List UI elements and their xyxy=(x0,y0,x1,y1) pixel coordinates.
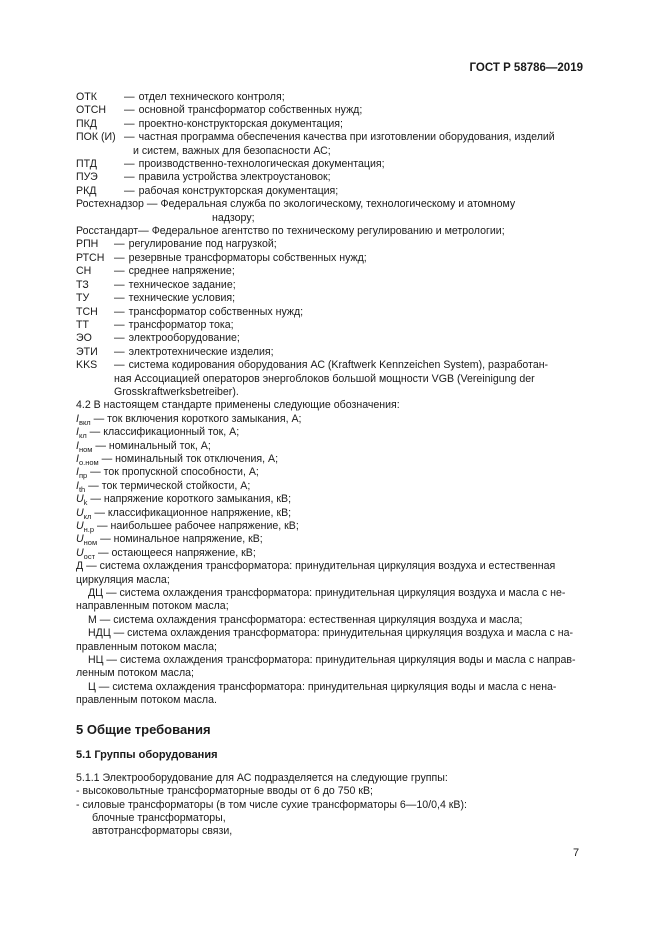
symbol-desc: — ток включения короткого замыкания, А; xyxy=(93,412,302,425)
abbr-term: ЭТИ xyxy=(76,345,98,358)
abbr-row: ПУЭ — правила устройства электроустановок; xyxy=(76,171,331,184)
symbol-row xyxy=(76,453,582,466)
symbol-desc: — номинальный ток, А; xyxy=(95,439,211,452)
cooling-line-cont: правленным потоком масла. xyxy=(76,694,217,707)
symbol-subscript: ном xyxy=(83,538,98,548)
cooling-line: Ц — система охлаждения трансформатора: принудительная циркуляция воды и масла с нена- xyxy=(88,680,557,693)
abbr-row: ЭТИ — электротехнические изделия; xyxy=(76,345,274,358)
abbr-term: ПТД xyxy=(76,158,97,171)
abbr-term: РПН xyxy=(76,238,99,251)
symbol-variable: U xyxy=(76,493,84,506)
abbr-term: ПКД xyxy=(76,117,97,130)
list-item: - силовые трансформаторы (в том числе сухие трансформаторы 6—10/0,4 кВ): xyxy=(76,798,467,811)
cooling-line: М — система охлаждения трансформатора: естественная циркуляция воздуха и масла; xyxy=(88,613,523,626)
symbol-subscript: ост xyxy=(83,551,96,561)
abbr-row: ТТ — трансформатор тока; xyxy=(76,318,234,331)
abbr-desc: проектно-конструкторская документация; xyxy=(138,117,343,130)
cooling-line: Д — система охлаждения трансформатора: принудительная циркуляция воздуха и естественная xyxy=(76,560,556,573)
symbol-row xyxy=(76,507,582,520)
symbol-subscript: вкл xyxy=(78,417,91,427)
cooling-line: НДЦ — система охлаждения трансформатора: принудительная циркуляция воздуха и масла с на- xyxy=(88,627,574,640)
symbol-row xyxy=(76,493,582,506)
symbols-intro: 4.2 В настоящем стандарте применены следующие обозначения: xyxy=(76,399,400,412)
abbr-desc: основной трансформатор собственных нужд; xyxy=(138,104,363,117)
symbol-row xyxy=(76,547,582,560)
symbol-subscript: о.ном xyxy=(78,457,99,467)
symbol-variable: I xyxy=(76,466,79,479)
symbol-row xyxy=(76,533,582,546)
abbr-desc: электротехнические изделия; xyxy=(128,345,274,358)
equipment-subgroups-list xyxy=(76,812,582,839)
abbr-row: РКД — рабочая конструкторская документация; xyxy=(76,184,339,197)
abbr-term: СН xyxy=(76,265,92,278)
symbol-variable: U xyxy=(76,520,84,532)
abbr-term: ПОК (И) xyxy=(76,131,116,144)
abbr-row: ТСН — трансформатор собственных нужд; xyxy=(76,305,304,318)
abbr-term: Росстандарт xyxy=(76,225,139,238)
abbr-term: ОТК xyxy=(76,91,97,103)
symbol-variable: I xyxy=(76,479,79,492)
symbol-desc: — ток пропускной способности, А; xyxy=(90,466,259,479)
abbr-desc: техническое задание; xyxy=(128,278,236,291)
cooling-system-item xyxy=(76,654,582,681)
symbol-row xyxy=(76,480,582,493)
abbr-row: РПН — регулирование под нагрузкой; xyxy=(76,238,277,251)
cooling-line-cont: правленным потоком масла; xyxy=(76,640,217,653)
abbr-desc: Федеральная служба по экологическому, технологическому и атомному xyxy=(160,198,516,211)
equipment-groups-list xyxy=(76,785,582,812)
symbol-subscript: ном xyxy=(78,444,93,454)
cooling-line: ДЦ — система охлаждения трансформатора: принудительная циркуляция воздуха и масла с не- xyxy=(88,587,566,600)
symbol-row xyxy=(76,520,582,533)
cooling-systems-list xyxy=(76,560,582,707)
abbr-desc: отдел технического контроля; xyxy=(138,91,285,103)
abbr-term: ПУЭ xyxy=(76,171,98,184)
abbr-row: ОТСН — основной трансформатор собственных нужд; xyxy=(76,104,363,117)
abbr-term: РКД xyxy=(76,184,97,197)
abbr-desc: частная программа обеспечения качества при изготовлении оборудования, изделий xyxy=(138,131,555,144)
abbr-desc: трансформатор собственных нужд; xyxy=(128,305,304,318)
symbol-row xyxy=(76,413,582,426)
abbr-desc-cont: Grosskraftwerksbetreiber). xyxy=(114,385,239,398)
cooling-system-item xyxy=(76,560,582,587)
symbol-subscript: кл xyxy=(83,511,92,521)
cooling-line-cont: направленным потоком масла; xyxy=(76,600,229,613)
abbr-term: ЭО xyxy=(76,332,92,345)
symbol-desc: — номинальное напряжение, кВ; xyxy=(100,533,263,546)
abbr-desc-cont: надзору; xyxy=(212,211,255,224)
symbol-variable: U xyxy=(76,546,84,559)
abbr-desc: производственно-технологическая документация; xyxy=(138,158,385,171)
abbreviations-list-a xyxy=(76,91,582,198)
abbr-rostekhnadzor: Ростехнадзор — Федеральная служба по экологическому, технологическому и атомному надзору; xyxy=(76,198,582,225)
cooling-line: НЦ — система охлаждения трансформатора: принудительная циркуляция воды и масла с направ- xyxy=(88,654,576,667)
section-title: 5 Общие требования xyxy=(76,721,211,737)
cooling-system-item xyxy=(76,627,582,654)
symbol-variable: U xyxy=(76,533,84,546)
document-standard-header: ГОСТ Р 58786—2019 xyxy=(469,62,583,74)
cooling-line-cont: циркуляция масла; xyxy=(76,573,170,586)
symbol-desc: — ток термической стойкости, А; xyxy=(88,479,251,492)
abbr-row: СН — среднее напряжение; xyxy=(76,265,235,278)
abbr-row: ПКД — проектно-конструкторская документация; xyxy=(76,117,343,130)
abbr-term: ТЗ xyxy=(76,278,89,291)
abbreviations-list-b xyxy=(76,238,582,359)
symbol-variable: I xyxy=(76,452,79,465)
abbr-row: ОТК — отдел технического контроля; xyxy=(76,91,285,103)
symbol-subscript: th xyxy=(78,484,86,494)
abbr-term: РТСН xyxy=(76,251,105,264)
abbr-desc: технические условия; xyxy=(128,292,236,305)
symbol-subscript: н.р xyxy=(83,525,95,534)
abbr-row: ПОК (И) — частная программа обеспечения качества при изготовлении оборудования, изделий и систем, важных для безопасности АС; xyxy=(76,131,555,157)
abbr-row: ПТД — производственно-технологическая документация; xyxy=(76,158,385,171)
cooling-line-cont: ленным потоком масла; xyxy=(76,667,194,680)
symbol-desc: — наибольшее рабочее напряжение, кВ; xyxy=(97,520,299,532)
abbr-desc: регулирование под нагрузкой; xyxy=(128,238,277,251)
section-paragraph: 5.1.1 Электрооборудование для АС подразделяется на следующие группы: xyxy=(76,771,448,784)
symbol-variable: I xyxy=(76,439,79,452)
symbol-desc: — классификационный ток, А; xyxy=(89,426,240,439)
page-content xyxy=(76,91,582,839)
abbr-desc-cont: и систем, важных для безопасности АС; xyxy=(133,144,331,157)
symbol-variable: I xyxy=(76,412,79,425)
abbr-rosstandart: Росстандарт— Федеральное агентство по техническому регулированию и метрологии; xyxy=(76,225,505,238)
abbr-row: ЭО — электрооборудование; xyxy=(76,332,240,345)
cooling-system-item xyxy=(76,681,582,708)
abbr-desc: правила устройства электроустановок; xyxy=(138,171,331,184)
abbr-desc-cont: ная Ассоциацией операторов энергоблоков большой мощности VGB (Vereinigung der xyxy=(114,372,535,385)
cooling-system-item xyxy=(76,614,582,627)
abbr-desc: электрооборудование; xyxy=(128,332,240,345)
abbr-row: ТЗ — техническое задание; xyxy=(76,278,236,291)
list-item: - высоковольтные трансформаторные вводы от 6 до 750 кВ; xyxy=(76,785,374,798)
symbol-row xyxy=(76,440,582,453)
symbol-desc: — напряжение короткого замыкания, кВ; xyxy=(90,493,292,506)
abbr-desc: резервные трансформаторы собственных нужд; xyxy=(128,251,367,264)
symbol-subscript: пр xyxy=(78,471,88,481)
abbr-term: KKS xyxy=(76,359,98,372)
symbol-row xyxy=(76,466,582,479)
abbr-term: ТУ xyxy=(76,292,90,305)
subsection-title: 5.1 Группы оборудования xyxy=(76,748,218,761)
abbr-row: ТУ — технические условия; xyxy=(76,292,236,305)
abbr-row: РТСН — резервные трансформаторы собственных нужд; xyxy=(76,251,367,264)
symbol-subscript: кл xyxy=(78,431,87,441)
page-number: 7 xyxy=(573,847,580,859)
symbol-row xyxy=(76,426,582,439)
abbr-term: Ростехнадзор xyxy=(76,198,144,211)
symbol-variable: I xyxy=(76,426,79,439)
abbr-desc: рабочая конструкторская документация; xyxy=(138,184,339,197)
abbr-desc: система кодирования оборудования АС (Kraftwerk Kennzeichen System), разработан- xyxy=(128,359,549,372)
symbol-variable: U xyxy=(76,506,84,519)
sublist-item: автотрансформаторы связи, xyxy=(92,825,233,838)
symbol-desc: — остающееся напряжение, кВ; xyxy=(97,546,256,559)
sublist-item: блочные трансформаторы, xyxy=(92,811,226,824)
abbr-term: ТСН xyxy=(76,305,98,318)
symbol-subscript: k xyxy=(83,498,88,508)
abbr-term: ОТСН xyxy=(76,104,107,117)
abbr-kks: KKS — система кодирования оборудования АС (Kraftwerk Kennzeichen System), разработан- ная Ассоциацией операторов энергоблоков большой мощности VGB (Vereinigung der Grosskraftwerksbetreiber). xyxy=(76,359,549,398)
abbr-desc: среднее напряжение; xyxy=(128,265,235,278)
abbr-desc: трансформатор тока; xyxy=(128,318,234,331)
symbol-desc: — классификационное напряжение, кВ; xyxy=(94,506,292,519)
cooling-system-item xyxy=(76,587,582,614)
abbr-term: ТТ xyxy=(76,318,89,331)
abbr-desc: Федеральное агентство по техническому регулированию и метрологии; xyxy=(151,225,505,238)
symbol-desc: — номинальный ток отключения, А; xyxy=(101,452,279,465)
symbols-list xyxy=(76,413,582,560)
